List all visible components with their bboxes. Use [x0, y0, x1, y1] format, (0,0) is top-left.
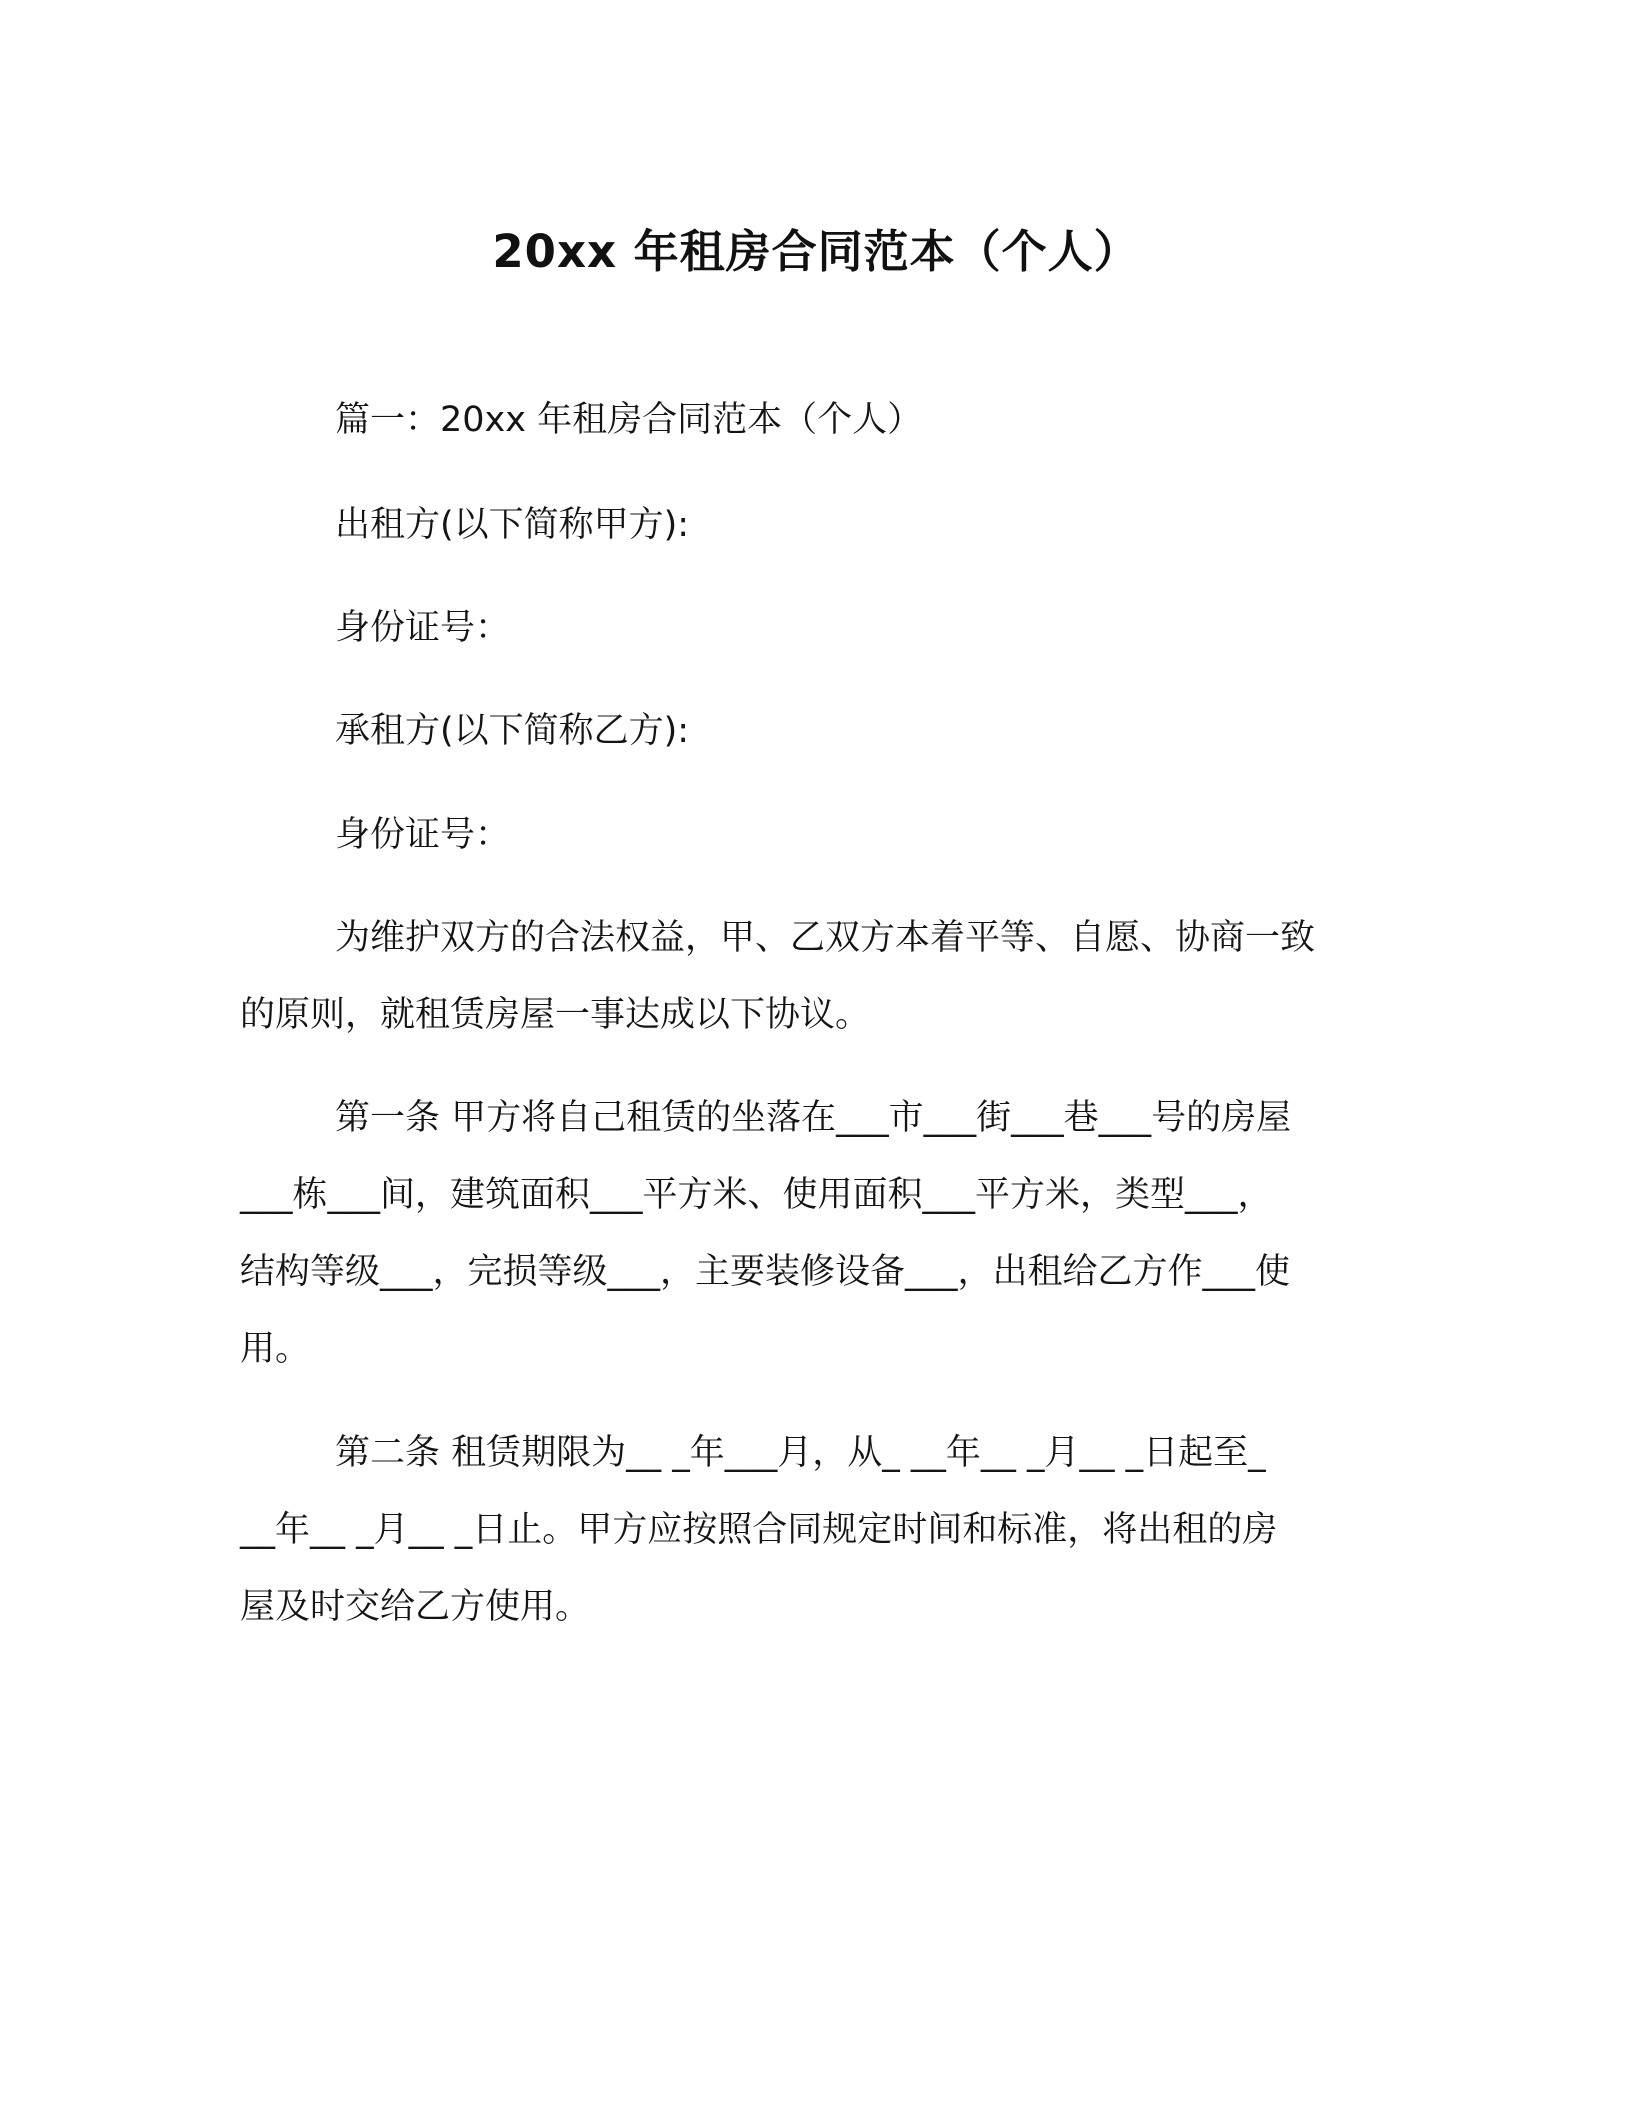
article-1-line-4: 用。 [240, 1329, 311, 1369]
lessor-block [240, 487, 1390, 564]
lessee-id-block [240, 797, 1390, 874]
article-2-line-3: 屋及时交给乙方使用。 [240, 1587, 591, 1627]
lessor-id-block [240, 590, 1390, 667]
heading-block [240, 382, 1390, 459]
lessor-label: 出租方(以下简称甲方): [335, 505, 690, 545]
article-1-line-1: 第一条 甲方将自己租赁的坐落在___市___街___巷___号的房屋 [335, 1098, 1292, 1138]
lessee-block [240, 693, 1390, 770]
article-2-paragraph [240, 1415, 1390, 1646]
lessee-label: 承租方(以下简称乙方): [335, 711, 690, 751]
lessee-id-label: 身份证号： [335, 815, 511, 855]
article-1-paragraph [240, 1080, 1390, 1388]
preamble-paragraph [240, 900, 1390, 1054]
article-2-line-1: 第二条 租赁期限为__ _年___月，从_ __年__ _月__ _日起至_ [335, 1433, 1266, 1473]
lessor-id-label: 身份证号： [335, 608, 511, 648]
preamble-line-1: 为维护双方的合法权益，甲、乙双方本着平等、自愿、协商一致 [335, 918, 1316, 958]
document-title: 20xx 年租房合同范本（个人） [492, 225, 1140, 278]
article-2-line-2: __年__ _月__ _日止。甲方应按照合同规定时间和标准，将出租的房 [240, 1510, 1278, 1550]
preamble-line-2: 的原则，就租赁房屋一事达成以下协议。 [240, 995, 871, 1035]
article-1-line-3: 结构等级___，完损等级___，主要装修设备___，出租给乙方作___使 [240, 1252, 1291, 1292]
article-1-line-2: ___栋___间，建筑面积___平方米、使用面积___平方米，类型___， [240, 1175, 1273, 1215]
section-heading: 篇一：20xx 年租房合同范本（个人） [335, 400, 923, 440]
